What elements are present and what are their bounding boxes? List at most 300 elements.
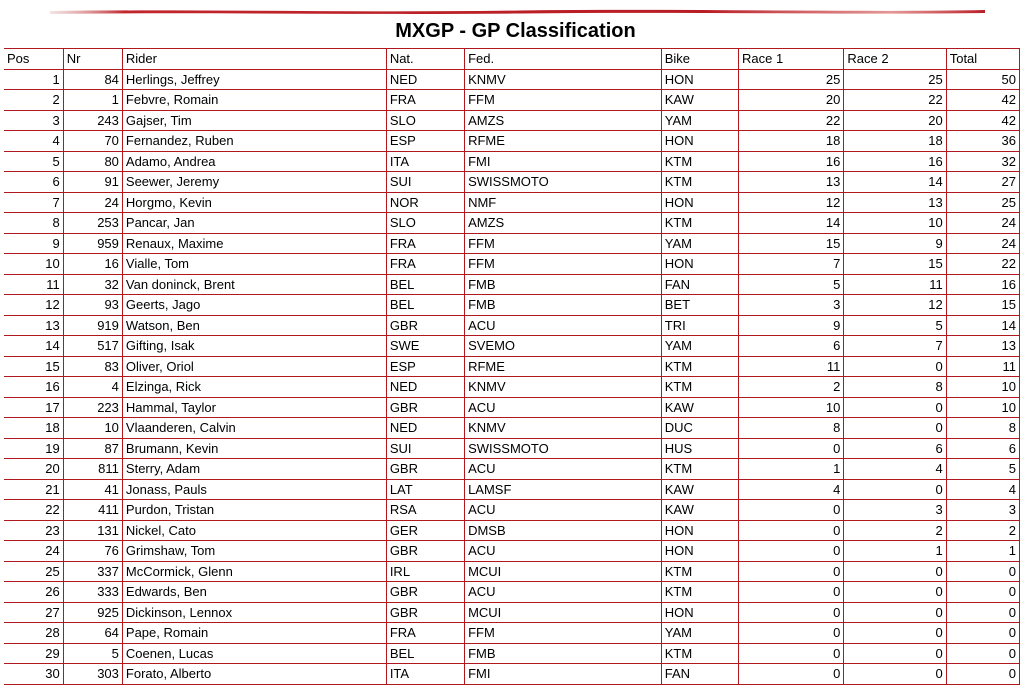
page-title: MXGP - GP Classification: [395, 20, 636, 42]
cell-race2: 2: [844, 520, 946, 541]
cell-fed: ACU: [465, 500, 662, 521]
cell-bike: KTM: [661, 459, 738, 480]
cell-total: 42: [946, 110, 1019, 131]
cell-nat: GBR: [386, 315, 464, 336]
cell-nat: BEL: [386, 295, 464, 316]
cell-nat: NED: [386, 377, 464, 398]
cell-nr: 1: [63, 90, 122, 111]
cell-race1: 0: [739, 561, 844, 582]
cell-fed: ACU: [465, 582, 662, 603]
cell-bike: KTM: [661, 151, 738, 172]
cell-race2: 10: [844, 213, 946, 234]
cell-pos: 27: [4, 602, 63, 623]
cell-bike: YAM: [661, 336, 738, 357]
cell-pos: 26: [4, 582, 63, 603]
cell-race2: 18: [844, 131, 946, 152]
cell-rider: Sterry, Adam: [122, 459, 386, 480]
cell-bike: YAM: [661, 110, 738, 131]
cell-rider: McCormick, Glenn: [122, 561, 386, 582]
cell-pos: 14: [4, 336, 63, 357]
cell-total: 2: [946, 520, 1019, 541]
cell-race1: 0: [739, 643, 844, 664]
table-row: [4, 151, 1020, 172]
cell-nat: BEL: [386, 643, 464, 664]
cell-fed: ACU: [465, 541, 662, 562]
cell-total: 14: [946, 315, 1019, 336]
cell-fed: FFM: [465, 254, 662, 275]
cell-rider: Febvre, Romain: [122, 90, 386, 111]
cell-bike: KTM: [661, 172, 738, 193]
table-row: [4, 336, 1020, 357]
cell-total: 4: [946, 479, 1019, 500]
header-race2: Race 2: [844, 49, 946, 70]
cell-pos: 24: [4, 541, 63, 562]
cell-bike: BET: [661, 295, 738, 316]
cell-race2: 0: [844, 356, 946, 377]
cell-nat: ITA: [386, 151, 464, 172]
cell-race2: 11: [844, 274, 946, 295]
cell-race1: 0: [739, 520, 844, 541]
table-row: [4, 561, 1020, 582]
cell-race2: 0: [844, 602, 946, 623]
cell-nat: GBR: [386, 397, 464, 418]
cell-total: 0: [946, 643, 1019, 664]
cell-race2: 0: [844, 623, 946, 644]
cell-fed: AMZS: [465, 110, 662, 131]
cell-rider: Pape, Romain: [122, 623, 386, 644]
table-header-row: [4, 49, 1020, 70]
cell-nat: FRA: [386, 90, 464, 111]
cell-nat: GBR: [386, 602, 464, 623]
cell-pos: 20: [4, 459, 63, 480]
cell-fed: KNMV: [465, 377, 662, 398]
cell-fed: FFM: [465, 90, 662, 111]
cell-total: 5: [946, 459, 1019, 480]
table-row: [4, 541, 1020, 562]
cell-rider: Vlaanderen, Calvin: [122, 418, 386, 439]
cell-fed: KNMV: [465, 69, 662, 90]
cell-nat: SLO: [386, 110, 464, 131]
cell-nat: ITA: [386, 664, 464, 685]
cell-fed: RFME: [465, 356, 662, 377]
table-row: [4, 90, 1020, 111]
cell-rider: Seewer, Jeremy: [122, 172, 386, 193]
cell-bike: HUS: [661, 438, 738, 459]
cell-race1: 20: [739, 90, 844, 111]
cell-nr: 959: [63, 233, 122, 254]
cell-total: 32: [946, 151, 1019, 172]
cell-pos: 12: [4, 295, 63, 316]
cell-pos: 3: [4, 110, 63, 131]
cell-total: 13: [946, 336, 1019, 357]
cell-total: 6: [946, 438, 1019, 459]
cell-nat: FRA: [386, 254, 464, 275]
cell-rider: Adamo, Andrea: [122, 151, 386, 172]
cell-race2: 15: [844, 254, 946, 275]
table-row: [4, 582, 1020, 603]
cell-race1: 0: [739, 500, 844, 521]
cell-pos: 28: [4, 623, 63, 644]
cell-race2: 5: [844, 315, 946, 336]
cell-pos: 18: [4, 418, 63, 439]
cell-total: 42: [946, 90, 1019, 111]
cell-bike: HON: [661, 131, 738, 152]
cell-race1: 0: [739, 541, 844, 562]
cell-pos: 22: [4, 500, 63, 521]
header-pos: Pos: [4, 49, 63, 70]
cell-rider: Nickel, Cato: [122, 520, 386, 541]
cell-bike: KTM: [661, 356, 738, 377]
table-row: [4, 233, 1020, 254]
cell-nr: 32: [63, 274, 122, 295]
cell-pos: 7: [4, 192, 63, 213]
cell-nat: FRA: [386, 623, 464, 644]
header-nat: Nat.: [386, 49, 464, 70]
cell-race2: 0: [844, 643, 946, 664]
cell-bike: KAW: [661, 479, 738, 500]
cell-nat: GER: [386, 520, 464, 541]
cell-total: 0: [946, 561, 1019, 582]
cell-race2: 9: [844, 233, 946, 254]
cell-rider: Brumann, Kevin: [122, 438, 386, 459]
cell-pos: 6: [4, 172, 63, 193]
cell-bike: HON: [661, 254, 738, 275]
cell-rider: Watson, Ben: [122, 315, 386, 336]
cell-nr: 76: [63, 541, 122, 562]
cell-race2: 0: [844, 418, 946, 439]
cell-race1: 2: [739, 377, 844, 398]
cell-race2: 6: [844, 438, 946, 459]
cell-pos: 29: [4, 643, 63, 664]
table-row: [4, 418, 1020, 439]
table-row: [4, 500, 1020, 521]
cell-bike: HON: [661, 602, 738, 623]
cell-rider: Renaux, Maxime: [122, 233, 386, 254]
cell-nr: 411: [63, 500, 122, 521]
cell-bike: YAM: [661, 623, 738, 644]
cell-race1: 13: [739, 172, 844, 193]
table-row: [4, 315, 1020, 336]
cell-pos: 25: [4, 561, 63, 582]
table-row: [4, 623, 1020, 644]
cell-nr: 517: [63, 336, 122, 357]
cell-nat: NED: [386, 69, 464, 90]
cell-nr: 83: [63, 356, 122, 377]
cell-nat: LAT: [386, 479, 464, 500]
cell-fed: DMSB: [465, 520, 662, 541]
cell-fed: FMB: [465, 643, 662, 664]
cell-fed: AMZS: [465, 213, 662, 234]
cell-nat: SUI: [386, 172, 464, 193]
table-row: [4, 397, 1020, 418]
cell-nr: 64: [63, 623, 122, 644]
cell-race2: 25: [844, 69, 946, 90]
cell-race2: 20: [844, 110, 946, 131]
cell-fed: ACU: [465, 459, 662, 480]
cell-nr: 80: [63, 151, 122, 172]
cell-nr: 70: [63, 131, 122, 152]
cell-bike: KTM: [661, 582, 738, 603]
cell-nr: 10: [63, 418, 122, 439]
cell-nr: 41: [63, 479, 122, 500]
cell-race2: 0: [844, 397, 946, 418]
cell-bike: HON: [661, 192, 738, 213]
cell-race2: 8: [844, 377, 946, 398]
cell-nat: GBR: [386, 541, 464, 562]
cell-pos: 4: [4, 131, 63, 152]
table-row: [4, 254, 1020, 275]
cell-bike: YAM: [661, 233, 738, 254]
table-row: [4, 274, 1020, 295]
cell-nr: 24: [63, 192, 122, 213]
cell-pos: 23: [4, 520, 63, 541]
cell-nr: 811: [63, 459, 122, 480]
cell-nr: 303: [63, 664, 122, 685]
cell-nat: GBR: [386, 459, 464, 480]
cell-race1: 16: [739, 151, 844, 172]
cell-rider: Horgmo, Kevin: [122, 192, 386, 213]
header-rider: Rider: [122, 49, 386, 70]
cell-race1: 5: [739, 274, 844, 295]
cell-rider: Grimshaw, Tom: [122, 541, 386, 562]
cell-race1: 0: [739, 582, 844, 603]
cell-race1: 0: [739, 602, 844, 623]
cell-nat: ESP: [386, 131, 464, 152]
cell-bike: KTM: [661, 213, 738, 234]
cell-bike: FAN: [661, 664, 738, 685]
cell-total: 0: [946, 582, 1019, 603]
cell-race1: 7: [739, 254, 844, 275]
cell-race2: 0: [844, 582, 946, 603]
cell-fed: FFM: [465, 623, 662, 644]
cell-bike: KTM: [661, 643, 738, 664]
cell-fed: MCUI: [465, 561, 662, 582]
header-bike: Bike: [661, 49, 738, 70]
cell-nr: 5: [63, 643, 122, 664]
table-row: [4, 110, 1020, 131]
cell-rider: Edwards, Ben: [122, 582, 386, 603]
table-row: [4, 479, 1020, 500]
table-row: [4, 438, 1020, 459]
cell-race1: 10: [739, 397, 844, 418]
cell-nr: 333: [63, 582, 122, 603]
cell-nr: 223: [63, 397, 122, 418]
cell-total: 11: [946, 356, 1019, 377]
table-row: [4, 295, 1020, 316]
cell-rider: Geerts, Jago: [122, 295, 386, 316]
cell-pos: 1: [4, 69, 63, 90]
cell-pos: 19: [4, 438, 63, 459]
cell-nat: BEL: [386, 274, 464, 295]
cell-fed: SWISSMOTO: [465, 172, 662, 193]
cell-nr: 93: [63, 295, 122, 316]
cell-total: 24: [946, 233, 1019, 254]
cell-nr: 243: [63, 110, 122, 131]
cell-race2: 1: [844, 541, 946, 562]
cell-total: 36: [946, 131, 1019, 152]
cell-nr: 919: [63, 315, 122, 336]
cell-total: 50: [946, 69, 1019, 90]
cell-race1: 0: [739, 438, 844, 459]
table-row: [4, 520, 1020, 541]
table-row: [4, 356, 1020, 377]
cell-fed: ACU: [465, 397, 662, 418]
cell-race1: 6: [739, 336, 844, 357]
table-row: [4, 643, 1020, 664]
table-row: [4, 131, 1020, 152]
cell-total: 8: [946, 418, 1019, 439]
cell-nat: IRL: [386, 561, 464, 582]
table-row: [4, 213, 1020, 234]
cell-nr: 925: [63, 602, 122, 623]
cell-nr: 4: [63, 377, 122, 398]
cell-rider: Gifting, Isak: [122, 336, 386, 357]
cell-rider: Pancar, Jan: [122, 213, 386, 234]
cell-total: 22: [946, 254, 1019, 275]
cell-bike: TRI: [661, 315, 738, 336]
cell-rider: Herlings, Jeffrey: [122, 69, 386, 90]
cell-pos: 30: [4, 664, 63, 685]
cell-fed: SWISSMOTO: [465, 438, 662, 459]
cell-race1: 3: [739, 295, 844, 316]
cell-pos: 21: [4, 479, 63, 500]
cell-race1: 25: [739, 69, 844, 90]
table-row: [4, 172, 1020, 193]
cell-rider: Elzinga, Rick: [122, 377, 386, 398]
cell-race1: 8: [739, 418, 844, 439]
cell-fed: FMI: [465, 151, 662, 172]
cell-total: 0: [946, 623, 1019, 644]
cell-race2: 4: [844, 459, 946, 480]
cell-race1: 14: [739, 213, 844, 234]
cell-race2: 0: [844, 479, 946, 500]
table-row: [4, 602, 1020, 623]
cell-fed: NMF: [465, 192, 662, 213]
cell-race2: 7: [844, 336, 946, 357]
cell-bike: KTM: [661, 377, 738, 398]
cell-race2: 3: [844, 500, 946, 521]
cell-race2: 22: [844, 90, 946, 111]
cell-fed: FMB: [465, 274, 662, 295]
header-fed: Fed.: [465, 49, 662, 70]
cell-race2: 16: [844, 151, 946, 172]
cell-fed: FMI: [465, 664, 662, 685]
cell-rider: Fernandez, Ruben: [122, 131, 386, 152]
cell-total: 10: [946, 377, 1019, 398]
cell-nr: 131: [63, 520, 122, 541]
cell-bike: HON: [661, 541, 738, 562]
cell-rider: Oliver, Oriol: [122, 356, 386, 377]
cell-race1: 1: [739, 459, 844, 480]
header-brush-stroke: [50, 8, 985, 15]
cell-race2: 0: [844, 561, 946, 582]
cell-nat: NOR: [386, 192, 464, 213]
cell-rider: Jonass, Pauls: [122, 479, 386, 500]
cell-pos: 11: [4, 274, 63, 295]
cell-race1: 0: [739, 664, 844, 685]
cell-nr: 91: [63, 172, 122, 193]
cell-fed: RFME: [465, 131, 662, 152]
cell-rider: Vialle, Tom: [122, 254, 386, 275]
cell-total: 3: [946, 500, 1019, 521]
cell-pos: 15: [4, 356, 63, 377]
cell-total: 27: [946, 172, 1019, 193]
cell-bike: KAW: [661, 500, 738, 521]
cell-total: 0: [946, 602, 1019, 623]
cell-pos: 9: [4, 233, 63, 254]
cell-race1: 4: [739, 479, 844, 500]
cell-pos: 10: [4, 254, 63, 275]
cell-nat: SLO: [386, 213, 464, 234]
cell-fed: MCUI: [465, 602, 662, 623]
cell-rider: Forato, Alberto: [122, 664, 386, 685]
cell-nr: 87: [63, 438, 122, 459]
cell-pos: 8: [4, 213, 63, 234]
header-total: Total: [946, 49, 1019, 70]
cell-bike: KAW: [661, 90, 738, 111]
cell-bike: FAN: [661, 274, 738, 295]
cell-pos: 13: [4, 315, 63, 336]
cell-bike: HON: [661, 520, 738, 541]
table-row: [4, 459, 1020, 480]
cell-rider: Coenen, Lucas: [122, 643, 386, 664]
cell-race1: 12: [739, 192, 844, 213]
cell-pos: 2: [4, 90, 63, 111]
header-race1: Race 1: [739, 49, 844, 70]
cell-rider: Hammal, Taylor: [122, 397, 386, 418]
cell-fed: SVEMO: [465, 336, 662, 357]
cell-nat: SUI: [386, 438, 464, 459]
cell-total: 0: [946, 664, 1019, 685]
cell-fed: ACU: [465, 315, 662, 336]
cell-rider: Dickinson, Lennox: [122, 602, 386, 623]
cell-race1: 18: [739, 131, 844, 152]
cell-nat: FRA: [386, 233, 464, 254]
cell-rider: Purdon, Tristan: [122, 500, 386, 521]
cell-pos: 17: [4, 397, 63, 418]
cell-nat: GBR: [386, 582, 464, 603]
cell-total: 1: [946, 541, 1019, 562]
cell-nr: 84: [63, 69, 122, 90]
cell-bike: KAW: [661, 397, 738, 418]
cell-pos: 5: [4, 151, 63, 172]
cell-fed: LAMSF: [465, 479, 662, 500]
cell-nr: 253: [63, 213, 122, 234]
cell-total: 15: [946, 295, 1019, 316]
cell-race2: 14: [844, 172, 946, 193]
cell-nat: RSA: [386, 500, 464, 521]
table-row: [4, 192, 1020, 213]
cell-rider: Van doninck, Brent: [122, 274, 386, 295]
cell-total: 16: [946, 274, 1019, 295]
cell-bike: HON: [661, 69, 738, 90]
cell-pos: 16: [4, 377, 63, 398]
cell-bike: DUC: [661, 418, 738, 439]
cell-nat: NED: [386, 418, 464, 439]
cell-fed: FFM: [465, 233, 662, 254]
cell-fed: KNMV: [465, 418, 662, 439]
cell-nr: 16: [63, 254, 122, 275]
cell-race1: 0: [739, 623, 844, 644]
cell-total: 25: [946, 192, 1019, 213]
cell-race1: 15: [739, 233, 844, 254]
cell-race1: 11: [739, 356, 844, 377]
cell-race2: 13: [844, 192, 946, 213]
table-row: [4, 377, 1020, 398]
cell-race2: 12: [844, 295, 946, 316]
cell-fed: FMB: [465, 295, 662, 316]
cell-nr: 337: [63, 561, 122, 582]
